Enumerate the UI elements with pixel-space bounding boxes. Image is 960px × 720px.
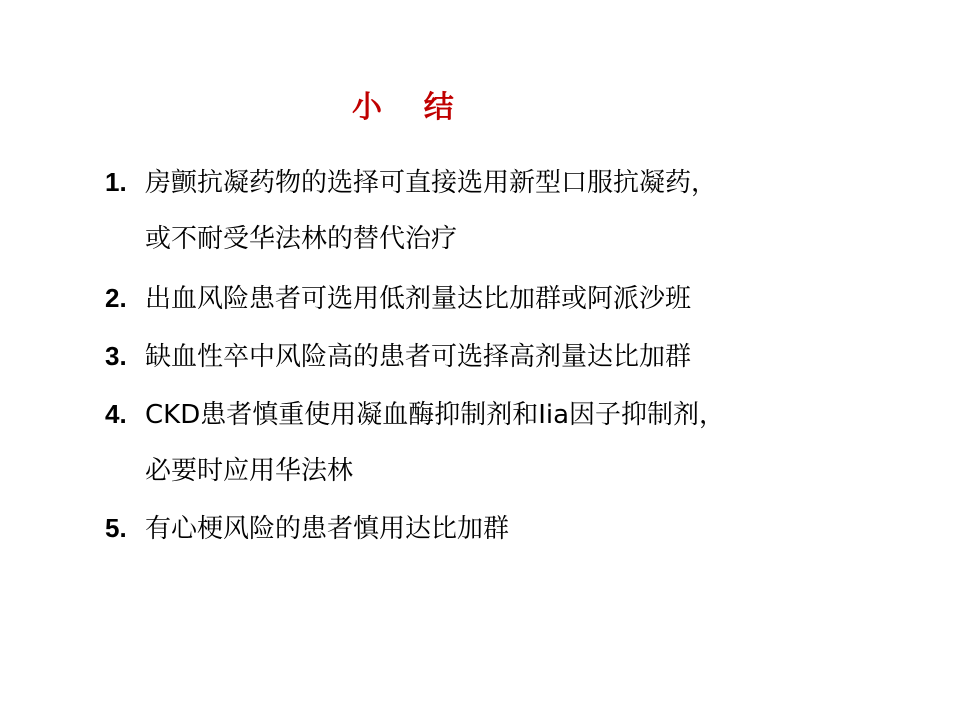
list-item-4 <box>105 394 725 434</box>
list-item-number: 1. <box>105 167 127 197</box>
list-item-text: 出血风险患者可选用低剂量达比加群或阿派沙班 <box>145 284 692 314</box>
list-item-text: 有心梗风险的患者慎用达比加群 <box>145 514 510 544</box>
list-item-5 <box>105 508 509 548</box>
list-item-4-continuation: 必要时应用华法林 <box>145 456 354 486</box>
list-item-1 <box>105 162 717 202</box>
list-item-number: 4. <box>105 399 127 429</box>
list-item-2 <box>105 278 691 318</box>
list-item-number: 3. <box>105 341 127 371</box>
list-item-text: CKD患者慎重使用凝血酶抑制剂和Iia因子抑制剂， <box>145 400 726 430</box>
list-item-3 <box>105 336 691 376</box>
slide-title: 小 结 <box>352 90 454 125</box>
list-item-text: 缺血性卒中风险高的患者可选择高剂量达比加群 <box>145 342 692 372</box>
list-item-text: 房颤抗凝药物的选择可直接选用新型口服抗凝药， <box>145 168 718 198</box>
list-item-number: 2. <box>105 283 127 313</box>
list-item-1-continuation: 或不耐受华法林的替代治疗 <box>145 224 458 254</box>
list-item-number: 5. <box>105 513 127 543</box>
